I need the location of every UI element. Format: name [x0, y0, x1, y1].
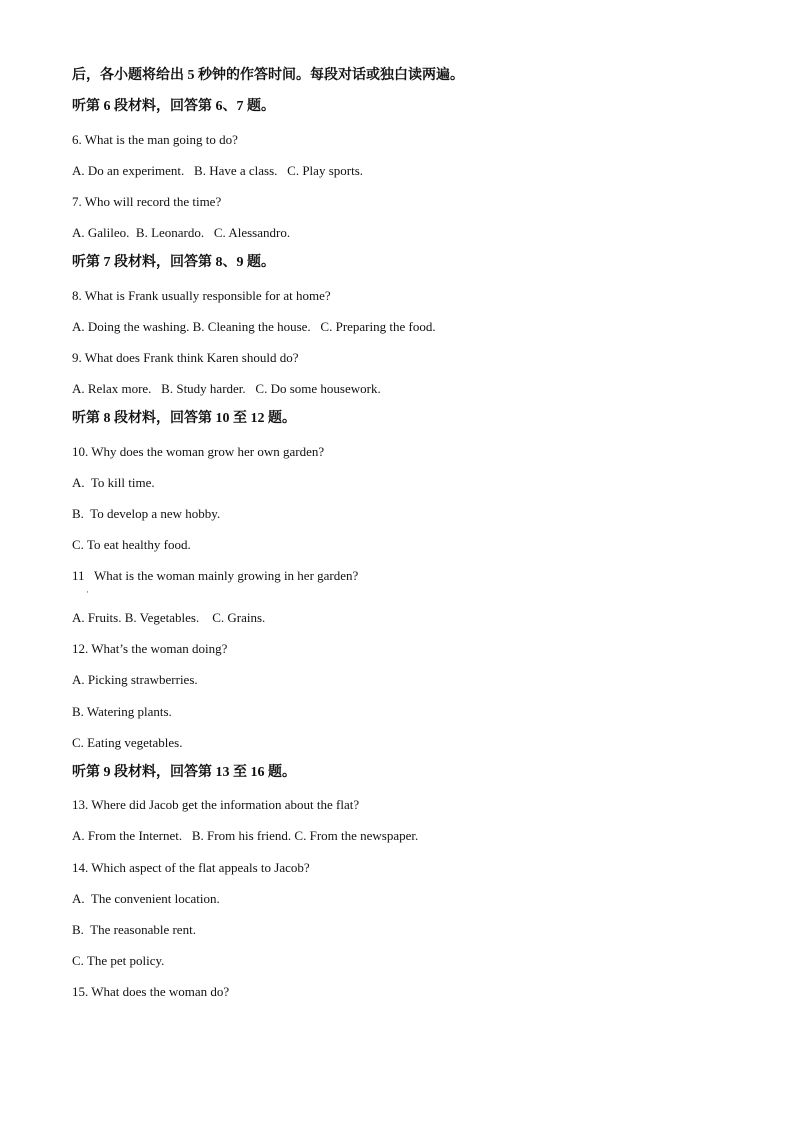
question-9: 9. What does Frank think Karen should do? — [72, 350, 299, 365]
option-12a: A. Picking strawberries. — [72, 672, 198, 687]
question-8: 8. What is Frank usually responsible for at home? — [72, 288, 331, 303]
option-14b: B. The reasonable rent. — [72, 922, 196, 937]
options-6: A. Do an experiment. B. Have a class. C. Play sports. — [72, 163, 364, 178]
options-9: A. Relax more. B. Study harder. C. Do some housework. — [72, 381, 381, 396]
option-12c: C. Eating vegetables. — [72, 735, 183, 750]
stray-mark: · — [86, 587, 89, 597]
section-heading-9: 听第 9 段材料，回答第 13 至 16 题。 — [72, 765, 296, 780]
question-7: 7. Who will record the time? — [72, 194, 222, 209]
section-heading-6: 听第 6 段材料，回答第 6、7 题。 — [72, 99, 275, 114]
options-8: A. Doing the washing. B. Cleaning the house. C. Preparing the food. — [72, 319, 436, 334]
section-heading-8: 听第 8 段材料，回答第 10 至 12 题。 — [72, 411, 296, 426]
options-11: A. Fruits. B. Vegetables. C. Grains. — [72, 610, 266, 625]
option-12b: B. Watering plants. — [72, 704, 172, 719]
question-13: 13. Where did Jacob get the information about the flat? — [72, 797, 360, 812]
options-7: A. Galileo. B. Leonardo. C. Alessandro. — [72, 225, 291, 240]
instruction-text: 后，各小题将给出 5 秒钟的作答时间。每段对话或独白读两遍。 — [72, 68, 464, 83]
option-14c: C. The pet policy. — [72, 953, 165, 968]
section-heading-7: 听第 7 段材料，回答第 8、9 题。 — [72, 255, 275, 270]
question-11: 11 What is the woman mainly growing in her garden? — [72, 568, 359, 583]
question-15: 15. What does the woman do? — [72, 984, 230, 999]
question-14: 14. Which aspect of the flat appeals to Jacob? — [72, 860, 310, 875]
option-10c: C. To eat healthy food. — [72, 537, 191, 552]
option-10a: A. To kill time. — [72, 475, 155, 490]
options-13: A. From the Internet. B. From his friend. C. From the newspaper. — [72, 828, 419, 843]
option-14a: A. The convenient location. — [72, 891, 220, 906]
option-10b: B. To develop a new hobby. — [72, 506, 221, 521]
question-6: 6. What is the man going to do? — [72, 132, 238, 147]
question-10: 10. Why does the woman grow her own garden? — [72, 444, 325, 459]
question-12: 12. What’s the woman doing? — [72, 641, 228, 656]
